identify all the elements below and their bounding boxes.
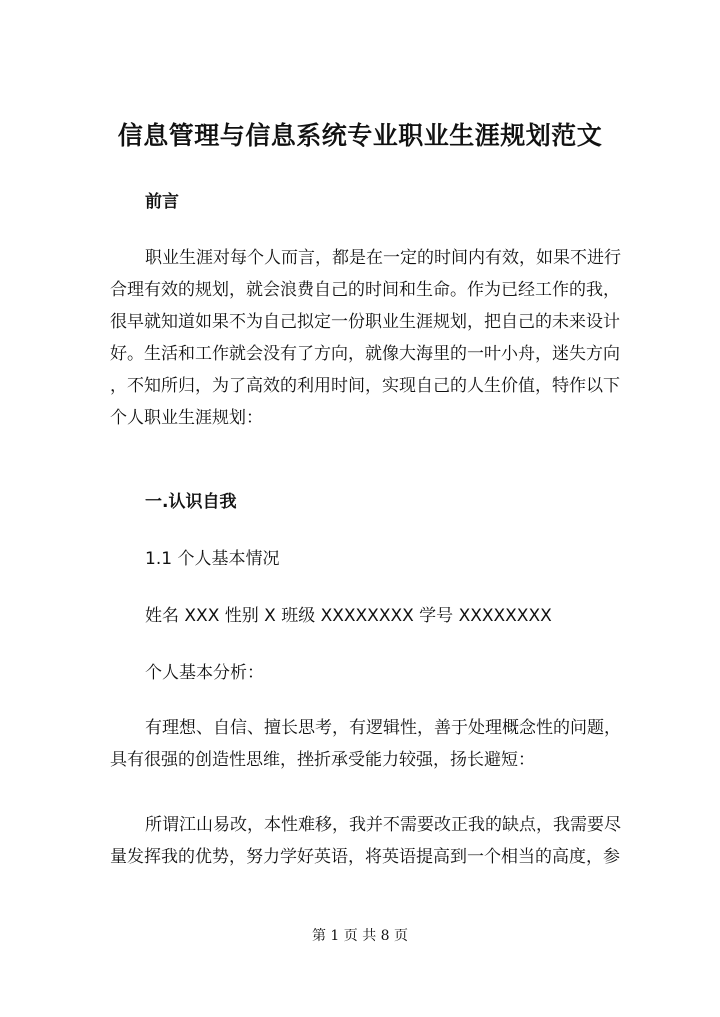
paragraph-line: 有理想、自信、擅长思考，有逻辑性，善于处理概念性的问题，	[145, 718, 621, 738]
paragraph-line: 好。生活和工作就会没有了方向，就像大海里的一叶小舟，迷失方向	[110, 344, 620, 364]
page-number-footer: 第 1 页 共 8 页	[311, 928, 409, 944]
subsection-heading: 1.1 个人基本情况	[145, 549, 280, 569]
strength-paragraph	[110, 809, 621, 873]
paragraph-line: 个人职业生涯规划：	[110, 408, 263, 428]
paragraph-line: 量发挥我的优势，努力学好英语，将英语提高到一个相当的高度，参	[110, 847, 620, 867]
paragraph-line: 合理有效的规划，就会浪费自己的时间和生命。作为已经工作的我，	[110, 280, 620, 300]
paragraph-line: 职业生涯对每个人而言，都是在一定的时间内有效，如果不进行	[145, 248, 621, 268]
basic-info-line: 姓名 XXX 性别 X 班级 XXXXXXXX 学号 XXXXXXXX	[145, 606, 552, 626]
preface-heading: 前言	[145, 192, 179, 212]
analysis-label: 个人基本分析：	[145, 663, 264, 683]
paragraph-line: 很早就知道如果不为自己拟定一份职业生涯规划，把自己的未来设计	[110, 312, 620, 332]
document-title: 信息管理与信息系统专业职业生涯规划范文	[117, 121, 603, 150]
preface-paragraph	[110, 242, 621, 434]
section-heading: 一.认识自我	[145, 492, 237, 512]
paragraph-line: ，不知所归，为了高效的利用时间，实现自己的人生价值，特作以下	[110, 376, 620, 396]
paragraph-line: 具有很强的创造性思维，挫折承受能力较强，扬长避短：	[110, 750, 535, 770]
paragraph-line: 所谓江山易改，本性难移，我并不需要改正我的缺点，我需要尽	[145, 815, 621, 835]
analysis-paragraph	[110, 712, 621, 776]
